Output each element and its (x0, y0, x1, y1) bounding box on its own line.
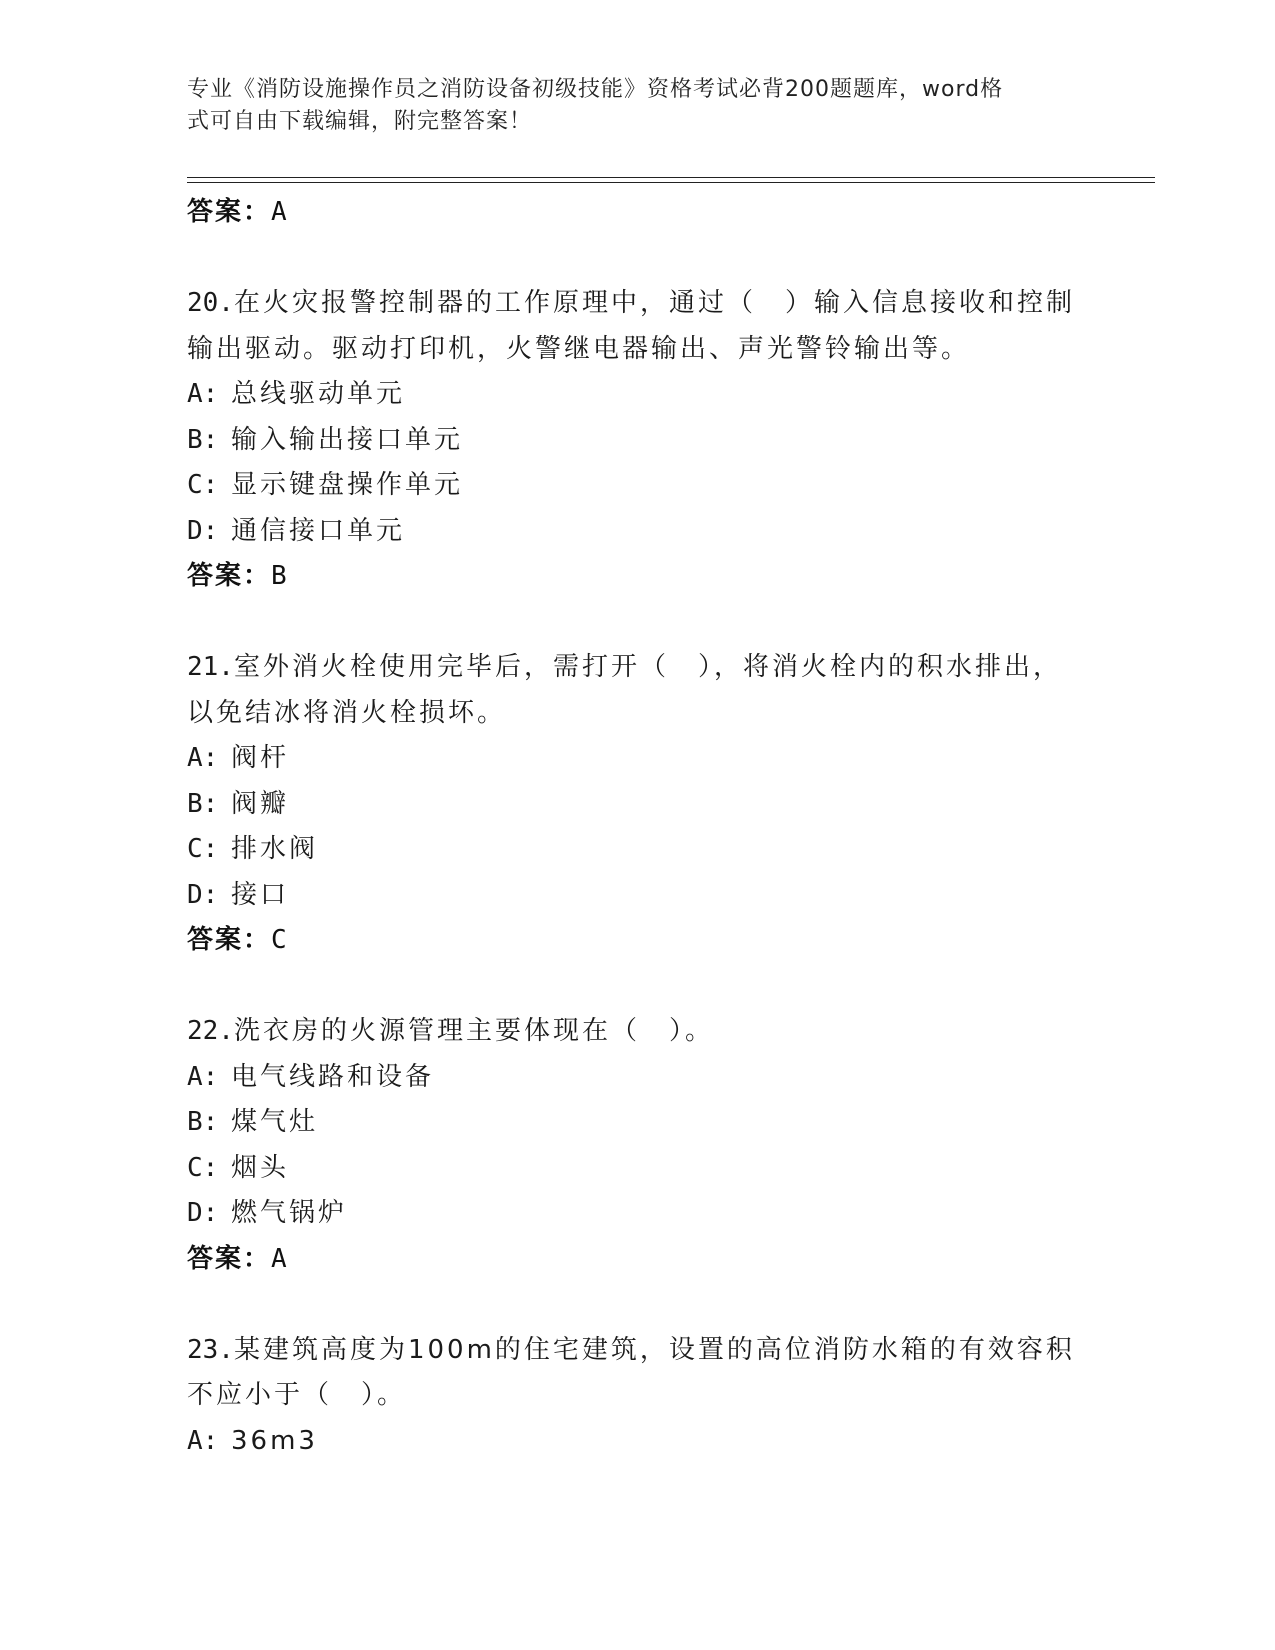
option-c (187, 827, 1087, 873)
question-stem-line-1: 洗衣房的火源管理主要体现在（ ）。 (233, 1016, 714, 1046)
option-key: B: (187, 788, 219, 819)
option-text: 电气线路和设备 (231, 1061, 435, 1092)
document-header (187, 74, 1067, 138)
answer-label: 答案： (187, 561, 272, 591)
answer-label: 答案： (187, 1243, 272, 1274)
question-stem-line-2: 输出驱动。驱动打印机，火警继电器输出、声光警铃输出等。 (187, 333, 971, 364)
question-stem-line-1: 某建筑高度为100m的住宅建筑，设置的高位消防水箱的有效容积 (233, 1334, 1075, 1365)
option-a (187, 736, 1087, 782)
spacer (187, 964, 1087, 1010)
option-key: D: (187, 515, 219, 546)
option-key: B: (187, 1107, 219, 1137)
option-key: C: (187, 470, 219, 500)
option-c (187, 1146, 1087, 1192)
question-stem-line-2: 以免结冰将消火栓损坏。 (187, 697, 507, 728)
option-text: 总线驱动单元 (231, 379, 406, 409)
option-text: 36m3 (231, 1425, 318, 1456)
option-b (187, 418, 1087, 464)
option-text: 煤气灶 (231, 1107, 319, 1137)
answer-label: 答案： (187, 925, 272, 955)
question-20 (187, 281, 1087, 600)
answer-value: B (271, 561, 288, 591)
option-key: C: (187, 834, 219, 864)
option-text: 阀瓣 (231, 788, 290, 819)
option-key: C: (187, 1152, 219, 1183)
question-stem (187, 281, 1087, 327)
option-key: A: (187, 379, 219, 409)
answer-line (187, 554, 1087, 600)
question-21 (187, 645, 1087, 964)
question-stem-line-1: 室外消火栓使用完毕后，需打开（ ），将消火栓内的积水排出， (233, 652, 1062, 682)
question-stem-line-1: 在火灾报警控制器的工作原理中，通过（ ）输入信息接收和控制 (233, 288, 1075, 318)
option-a (187, 1419, 1087, 1465)
question-23 (187, 1328, 1087, 1465)
question-stem (187, 1328, 1087, 1374)
question-number: 21. (187, 652, 234, 682)
answer-line (187, 190, 1087, 236)
option-text: 排水阀 (231, 834, 319, 864)
question-stem-line-2: 不应小于（ ）。 (187, 1380, 407, 1410)
option-text: 燃气锅炉 (231, 1198, 348, 1228)
option-d (187, 1191, 1087, 1237)
header-rule-top (187, 177, 1155, 178)
spacer (187, 600, 1087, 646)
answer-value: C (271, 925, 288, 955)
answer-line (187, 918, 1087, 964)
question-22 (187, 1009, 1087, 1282)
spacer (187, 1282, 1087, 1328)
option-key: D: (187, 1198, 219, 1228)
option-b (187, 782, 1087, 828)
option-text: 接口 (231, 879, 290, 910)
option-text: 阀杆 (231, 743, 290, 773)
option-d (187, 509, 1087, 555)
option-a (187, 1055, 1087, 1101)
option-key: D: (187, 879, 219, 910)
answer-value: A (271, 1243, 288, 1274)
header-line-2: 式可自由下载编辑，附完整答案！ (187, 109, 533, 134)
option-c (187, 463, 1087, 509)
answer-label: 答案： (187, 197, 272, 227)
answer-value: A (271, 197, 288, 227)
question-number: 20. (187, 288, 234, 318)
option-key: A: (187, 743, 219, 773)
option-key: A: (187, 1061, 219, 1092)
option-text: 通信接口单元 (231, 515, 406, 546)
question-stem (187, 1009, 1087, 1055)
question-number: 22. (187, 1016, 234, 1046)
header-line-1: 专业《消防设施操作员之消防设备初级技能》资格考试必背200题题库，word格 (187, 77, 1004, 102)
header-rule-bottom (187, 182, 1155, 183)
option-text: 输入输出接口单元 (231, 424, 464, 455)
option-key: A: (187, 1425, 219, 1456)
question-list (187, 190, 1087, 1464)
question-number: 23. (187, 1334, 234, 1365)
option-key: B: (187, 424, 219, 455)
option-d (187, 873, 1087, 919)
option-a (187, 372, 1087, 418)
answer-line (187, 1237, 1087, 1283)
option-b (187, 1100, 1087, 1146)
question-stem (187, 645, 1087, 691)
spacer (187, 236, 1087, 282)
option-text: 显示键盘操作单元 (231, 470, 464, 500)
option-text: 烟头 (231, 1152, 290, 1183)
